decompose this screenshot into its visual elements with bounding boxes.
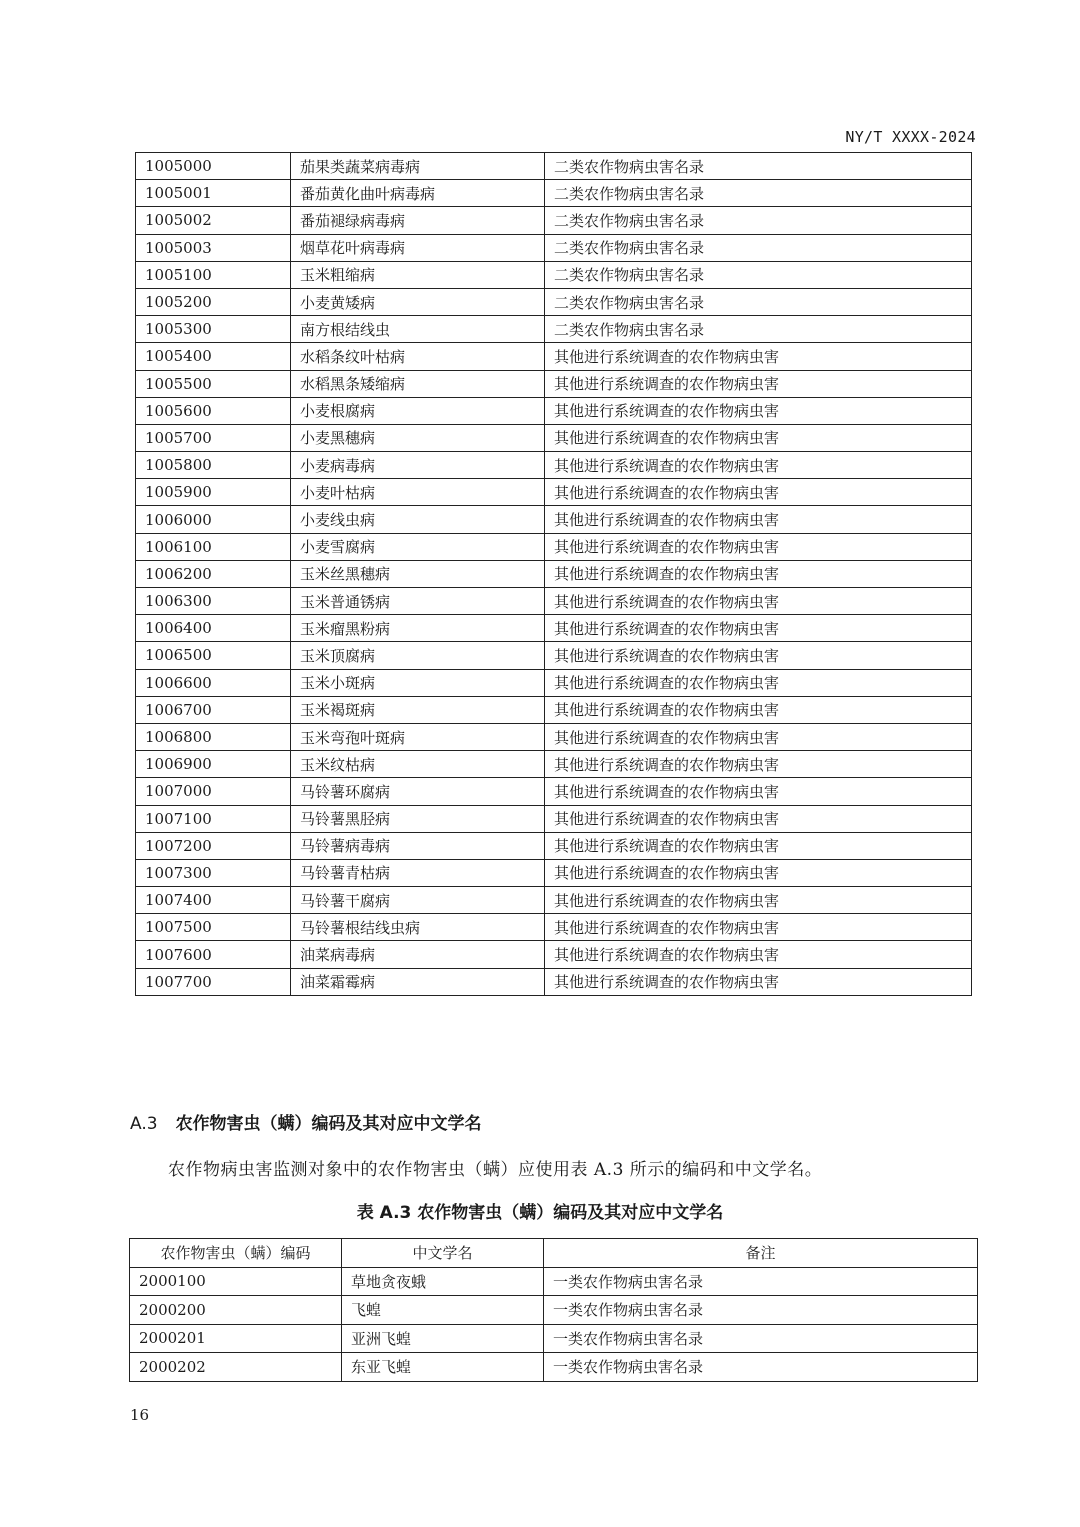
table-row (136, 424, 972, 451)
code-cell: 1005001 (136, 180, 291, 207)
page-number: 16 (130, 1406, 150, 1424)
code-cell: 1006600 (136, 669, 291, 696)
code-cell: 1006500 (136, 642, 291, 669)
table-row (136, 316, 972, 343)
name-cell: 马铃薯环腐病 (291, 778, 545, 805)
section-heading (130, 1109, 482, 1134)
remark-cell: 二类农作物病虫害名录 (545, 288, 972, 315)
remark-cell: 其他进行系统调查的农作物病虫害 (545, 370, 972, 397)
remark-cell: 其他进行系统调查的农作物病虫害 (545, 560, 972, 587)
code-cell: 1006800 (136, 723, 291, 750)
code-cell: 1006000 (136, 506, 291, 533)
table-row (136, 343, 972, 370)
code-cell: 1005100 (136, 261, 291, 288)
table-row (136, 288, 972, 315)
name-cell: 茄果类蔬菜病毒病 (291, 153, 545, 180)
remark-cell: 其他进行系统调查的农作物病虫害 (545, 642, 972, 669)
name-cell: 马铃薯干腐病 (291, 887, 545, 914)
code-cell: 1006900 (136, 751, 291, 778)
name-cell: 玉米顶腐病 (291, 642, 545, 669)
name-cell: 玉米普通锈病 (291, 588, 545, 615)
table-row (136, 153, 972, 180)
code-cell: 1007400 (136, 887, 291, 914)
table-row (136, 234, 972, 261)
name-cell: 油菜病毒病 (291, 941, 545, 968)
code-cell: 1005003 (136, 234, 291, 261)
disease-code-table (135, 152, 972, 996)
name-cell: 玉米褐斑病 (291, 696, 545, 723)
name-cell: 马铃薯青枯病 (291, 859, 545, 886)
name-cell: 油菜霜霉病 (291, 968, 545, 995)
code-cell: 1005600 (136, 397, 291, 424)
remark-cell: 其他进行系统调查的农作物病虫害 (545, 533, 972, 560)
remark-cell: 其他进行系统调查的农作物病虫害 (545, 723, 972, 750)
remark-cell: 一类农作物病虫害名录 (544, 1296, 978, 1325)
code-cell: 1007300 (136, 859, 291, 886)
code-cell: 1007700 (136, 968, 291, 995)
code-cell: 1007200 (136, 832, 291, 859)
name-cell: 玉米粗缩病 (291, 261, 545, 288)
code-cell: 1005800 (136, 452, 291, 479)
header-code: 农作物害虫（螨）编码 (130, 1239, 342, 1268)
code-cell: 1005300 (136, 316, 291, 343)
name-cell: 玉米瘤黑粉病 (291, 615, 545, 642)
code-cell: 1006400 (136, 615, 291, 642)
table-row (136, 887, 972, 914)
remark-cell: 二类农作物病虫害名录 (545, 207, 972, 234)
code-cell: 1007600 (136, 941, 291, 968)
remark-cell: 其他进行系统调查的农作物病虫害 (545, 588, 972, 615)
header-remarks: 备注 (544, 1239, 978, 1268)
pest-code-table (129, 1238, 978, 1382)
name-cell: 马铃薯病毒病 (291, 832, 545, 859)
remark-cell: 其他进行系统调查的农作物病虫害 (545, 424, 972, 451)
table-row (136, 180, 972, 207)
table-row (136, 859, 972, 886)
code-cell: 1006700 (136, 696, 291, 723)
code-cell: 1005900 (136, 479, 291, 506)
code-cell: 1005002 (136, 207, 291, 234)
name-cell: 小麦根腐病 (291, 397, 545, 424)
name-cell: 南方根结线虫 (291, 316, 545, 343)
table-row (136, 751, 972, 778)
code-cell: 1007500 (136, 914, 291, 941)
remark-cell: 二类农作物病虫害名录 (545, 180, 972, 207)
table-header-row (130, 1239, 978, 1268)
body-paragraph: 农作物病虫害监测对象中的农作物害虫（螨）应使用表 A.3 所示的编码和中文学名。 (168, 1160, 823, 1180)
name-cell: 小麦雪腐病 (291, 533, 545, 560)
table-row (130, 1353, 978, 1382)
code-cell: 1005000 (136, 153, 291, 180)
header-chinese-name: 中文学名 (342, 1239, 544, 1268)
remark-cell: 二类农作物病虫害名录 (545, 153, 972, 180)
name-cell: 番茄褪绿病毒病 (291, 207, 545, 234)
remark-cell: 其他进行系统调查的农作物病虫害 (545, 452, 972, 479)
name-cell: 小麦线虫病 (291, 506, 545, 533)
section-title: 农作物害虫（螨）编码及其对应中文学名 (175, 1114, 482, 1134)
name-cell: 马铃薯根结线虫病 (291, 914, 545, 941)
code-cell: 1007100 (136, 805, 291, 832)
name-cell: 小麦叶枯病 (291, 479, 545, 506)
name-cell: 玉米纹枯病 (291, 751, 545, 778)
name-cell: 东亚飞蝗 (342, 1353, 544, 1382)
remark-cell: 其他进行系统调查的农作物病虫害 (545, 479, 972, 506)
name-cell: 亚洲飞蝗 (342, 1324, 544, 1353)
code-cell: 2000201 (130, 1324, 342, 1353)
name-cell: 水稻黑条矮缩病 (291, 370, 545, 397)
table-row (136, 723, 972, 750)
table-row (136, 696, 972, 723)
code-cell: 1006200 (136, 560, 291, 587)
page-header-standard-code: NY/T XXXX-2024 (845, 128, 976, 146)
remark-cell: 一类农作物病虫害名录 (544, 1353, 978, 1382)
table-row (130, 1324, 978, 1353)
table-row (136, 914, 972, 941)
code-cell: 2000202 (130, 1353, 342, 1382)
name-cell: 小麦黄矮病 (291, 288, 545, 315)
remark-cell: 其他进行系统调查的农作物病虫害 (545, 832, 972, 859)
table-row (136, 533, 972, 560)
name-cell: 草地贪夜蛾 (342, 1267, 544, 1296)
table-caption: 表 A.3 农作物害虫（螨）编码及其对应中文学名 (356, 1203, 724, 1223)
remark-cell: 其他进行系统调查的农作物病虫害 (545, 805, 972, 832)
name-cell: 玉米丝黑穗病 (291, 560, 545, 587)
remark-cell: 其他进行系统调查的农作物病虫害 (545, 751, 972, 778)
name-cell: 飞蝗 (342, 1296, 544, 1325)
name-cell: 马铃薯黑胫病 (291, 805, 545, 832)
remark-cell: 其他进行系统调查的农作物病虫害 (545, 887, 972, 914)
name-cell: 番茄黄化曲叶病毒病 (291, 180, 545, 207)
table-row (136, 941, 972, 968)
remark-cell: 一类农作物病虫害名录 (544, 1324, 978, 1353)
code-cell: 1005500 (136, 370, 291, 397)
table-row (136, 805, 972, 832)
table-row (136, 968, 972, 995)
remark-cell: 其他进行系统调查的农作物病虫害 (545, 615, 972, 642)
remark-cell: 其他进行系统调查的农作物病虫害 (545, 506, 972, 533)
table-row (136, 778, 972, 805)
table-row (136, 452, 972, 479)
remark-cell: 二类农作物病虫害名录 (545, 261, 972, 288)
table-row (136, 506, 972, 533)
remark-cell: 二类农作物病虫害名录 (545, 316, 972, 343)
table-row (136, 642, 972, 669)
table-row (130, 1296, 978, 1325)
remark-cell: 其他进行系统调查的农作物病虫害 (545, 343, 972, 370)
table-row (130, 1267, 978, 1296)
code-cell: 1006100 (136, 533, 291, 560)
remark-cell: 其他进行系统调查的农作物病虫害 (545, 941, 972, 968)
remark-cell: 其他进行系统调查的农作物病虫害 (545, 914, 972, 941)
name-cell: 玉米弯孢叶斑病 (291, 723, 545, 750)
code-cell: 1005700 (136, 424, 291, 451)
table-row (136, 588, 972, 615)
code-cell: 1005400 (136, 343, 291, 370)
table-row (136, 560, 972, 587)
code-cell: 1005200 (136, 288, 291, 315)
code-cell: 2000200 (130, 1296, 342, 1325)
table-row (136, 207, 972, 234)
remark-cell: 其他进行系统调查的农作物病虫害 (545, 696, 972, 723)
name-cell: 小麦病毒病 (291, 452, 545, 479)
name-cell: 烟草花叶病毒病 (291, 234, 545, 261)
table-row (136, 615, 972, 642)
remark-cell: 其他进行系统调查的农作物病虫害 (545, 968, 972, 995)
table-row (136, 479, 972, 506)
table-row (136, 832, 972, 859)
remark-cell: 二类农作物病虫害名录 (545, 234, 972, 261)
code-cell: 1007000 (136, 778, 291, 805)
remark-cell: 其他进行系统调查的农作物病虫害 (545, 669, 972, 696)
section-number: A.3 (130, 1114, 158, 1134)
name-cell: 小麦黑穗病 (291, 424, 545, 451)
table-row (136, 397, 972, 424)
remark-cell: 一类农作物病虫害名录 (544, 1267, 978, 1296)
table-row (136, 261, 972, 288)
name-cell: 玉米小斑病 (291, 669, 545, 696)
table-row (136, 669, 972, 696)
remark-cell: 其他进行系统调查的农作物病虫害 (545, 397, 972, 424)
remark-cell: 其他进行系统调查的农作物病虫害 (545, 859, 972, 886)
table-row (136, 370, 972, 397)
code-cell: 2000100 (130, 1267, 342, 1296)
remark-cell: 其他进行系统调查的农作物病虫害 (545, 778, 972, 805)
name-cell: 水稻条纹叶枯病 (291, 343, 545, 370)
code-cell: 1006300 (136, 588, 291, 615)
